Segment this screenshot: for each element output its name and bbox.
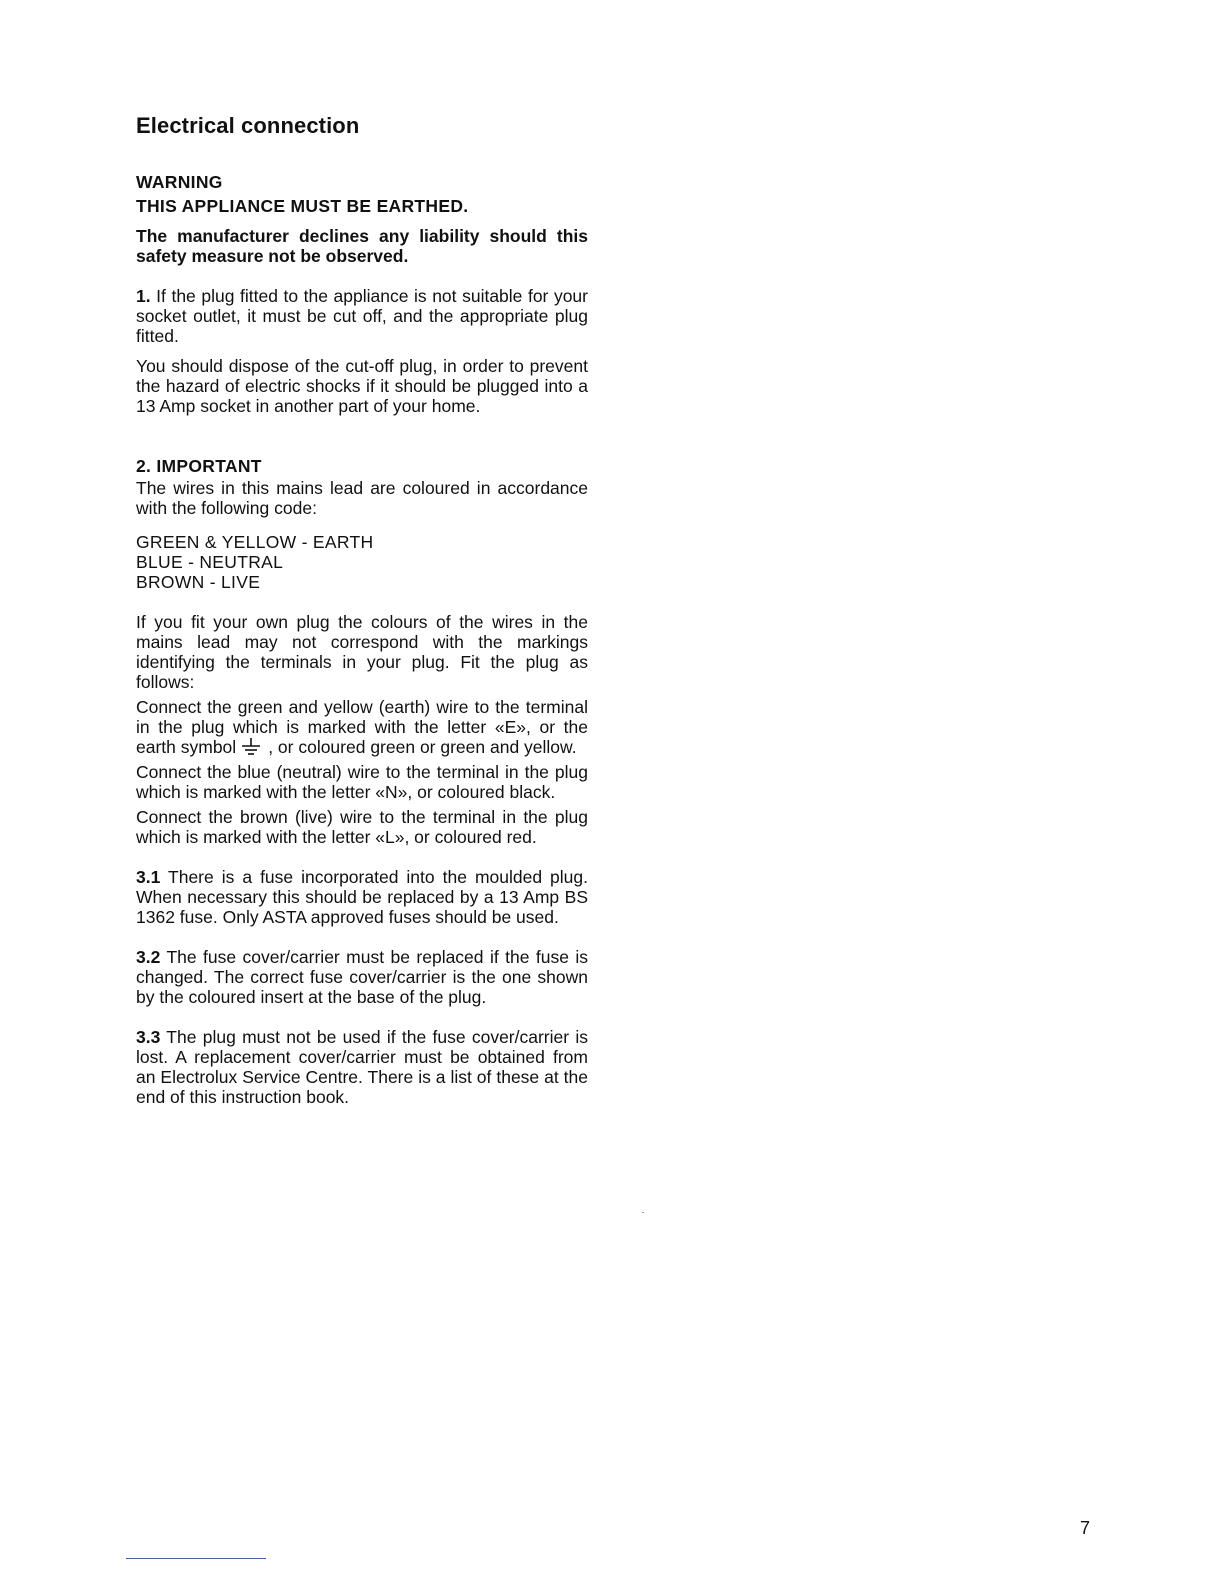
section-3-2-paragraph [136,947,588,1007]
code-neutral: BLUE - NEUTRAL [136,552,284,572]
content-column [136,112,588,1107]
page-title: Electrical connection [136,113,360,138]
neutral-wire-paragraph: Connect the blue (neutral) wire to the terminal in the plug which is marked with the letter «N», or coloured black. [136,762,588,802]
warning-note: The manufacturer declines any liability should this safety measure not be observed. [136,226,588,266]
section-2-intro: The wires in this mains lead are coloured in accordance with the following code: [136,478,588,518]
section-3-3-paragraph [136,1027,588,1107]
section-3-1-paragraph [136,867,588,927]
earth-wire-text-before: Connect the green and yellow (earth) wire to the terminal in the plug which is marked with the letter «E», or the earth symbol [136,697,588,757]
earth-wire-text-after: , or coloured green or green and yellow. [268,737,577,757]
warning-line: THIS APPLIANCE MUST BE EARTHED. [136,196,469,216]
section-2-heading: 2. IMPORTANT [136,456,262,476]
earth-ground-icon [240,737,262,757]
section-1-number: 1. [136,286,151,306]
section-3-3-text: The plug must not be used if the fuse cover/carrier is lost. A replacement cover/carrier must be obtained from an Electrolux Service Centre. There is a list of these at the end of this instruction book. [136,1027,589,1107]
earth-wire-paragraph [136,697,588,757]
live-wire-paragraph: Connect the brown (live) wire to the terminal in the plug which is marked with the letter «L», or coloured red. [136,807,588,847]
code-live: BROWN - LIVE [136,572,261,592]
section-1-text: If the plug fitted to the appliance is not suitable for your socket outlet, it must be cut off, and the appropriate plug fitted. [136,286,588,346]
code-earth: GREEN & YELLOW - EARTH [136,532,374,552]
section-3-1-number: 3.1 [136,867,161,887]
scan-speck [642,1212,644,1213]
section-3-2-text: The fuse cover/carrier must be replaced if the fuse is changed. The correct fuse cover/carrier is the one shown by the coloured insert at the base of the plug. [136,947,588,1007]
page-number: 7 [1080,1518,1091,1538]
section-3-2-number: 3.2 [136,947,161,967]
section-1-paragraph [136,286,588,346]
section-3-1-text: There is a fuse incorporated into the moulded plug. When necessary this should be replaced by a 13 Amp BS 1362 fuse. Only ASTA approved fuses should be used. [136,867,589,927]
section-3-3-number: 3.3 [136,1027,161,1047]
warning-heading: WARNING [136,172,223,192]
fit-plug-paragraph: If you fit your own plug the colours of the wires in the mains lead may not correspond with the markings identifying the terminals in your plug. Fit the plug as follows: [136,612,588,692]
section-1-dispose-paragraph: You should dispose of the cut-off plug, in order to prevent the hazard of electric shocks if it should be plugged into a 13 Amp socket in another part of your home. [136,356,588,416]
wire-colour-codes [136,532,588,592]
footer-rule [126,1558,266,1559]
